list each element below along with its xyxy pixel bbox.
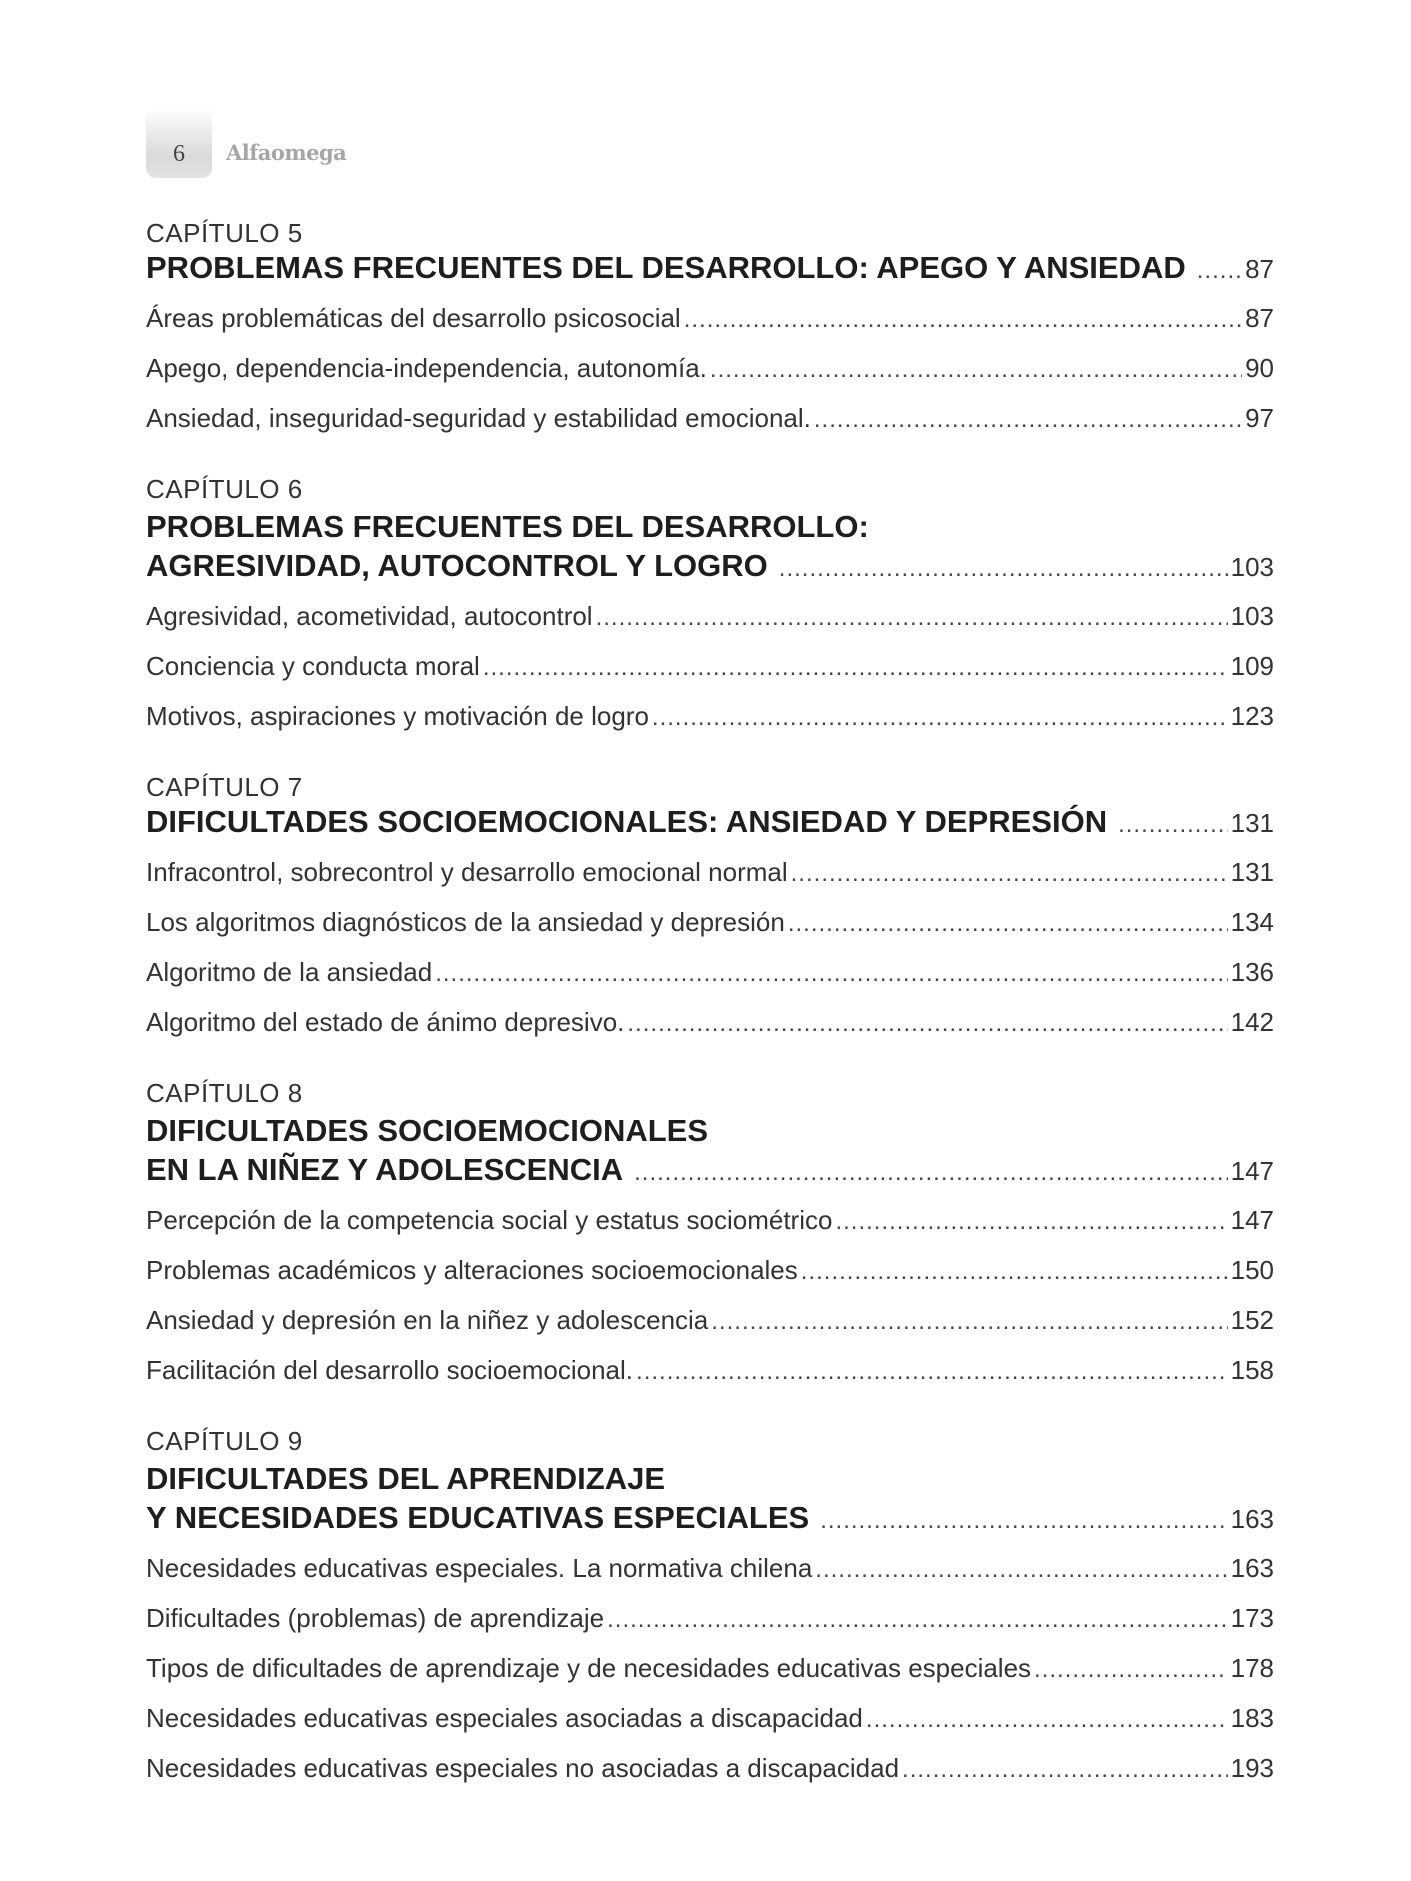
toc-entry-page-number: 136 bbox=[1230, 957, 1274, 987]
chapter-page-number: 87 bbox=[1245, 254, 1274, 284]
page-number-tab bbox=[146, 108, 212, 178]
toc-entry[interactable] bbox=[146, 1246, 1274, 1296]
section-list bbox=[146, 1196, 1274, 1396]
chapter-page-number: 131 bbox=[1230, 808, 1274, 838]
toc-entry-title: Algoritmo de la ansiedad bbox=[146, 957, 433, 987]
chapter-title-row[interactable] bbox=[146, 1152, 1274, 1188]
dot-leader bbox=[791, 849, 1228, 898]
toc-entry-title: Agresividad, acometividad, autocontrol bbox=[146, 601, 593, 631]
dot-leader bbox=[711, 1297, 1227, 1346]
dot-leader bbox=[634, 1159, 1228, 1187]
chapter-title-line: DIFICULTADES SOCIOEMOCIONALES bbox=[146, 1113, 709, 1148]
chapter-title-row[interactable] bbox=[146, 548, 1274, 584]
toc-entry[interactable] bbox=[146, 948, 1274, 998]
toc-entry[interactable] bbox=[146, 1196, 1274, 1246]
dot-leader bbox=[435, 949, 1227, 998]
toc-entry-title: Facilitación del desarrollo socioemocional. bbox=[146, 1355, 634, 1385]
toc-entry-title: Necesidades educativas especiales no asociadas a discapacidad bbox=[146, 1753, 900, 1783]
toc-entry-title: Necesidades educativas especiales. La normativa chilena bbox=[146, 1553, 813, 1583]
chapter-title-row[interactable] bbox=[146, 804, 1274, 840]
toc-entry-page-number: 193 bbox=[1230, 1753, 1274, 1783]
toc-entry-title: Motivos, aspiraciones y motivación de logro bbox=[146, 701, 649, 731]
toc-entry-title: Necesidades educativas especiales asociadas a discapacidad bbox=[146, 1703, 863, 1733]
toc-entry-title: Algoritmo del estado de ánimo depresivo. bbox=[146, 1007, 625, 1037]
toc-entry-page-number: 178 bbox=[1230, 1653, 1274, 1683]
chapter-block bbox=[146, 1076, 1274, 1396]
toc-entry[interactable] bbox=[146, 394, 1274, 444]
toc-entry-page-number: 90 bbox=[1245, 353, 1274, 383]
dot-leader bbox=[820, 1507, 1227, 1535]
toc-entry-page-number: 97 bbox=[1245, 403, 1274, 433]
dot-leader bbox=[814, 395, 1242, 444]
dot-leader bbox=[1034, 1645, 1228, 1694]
toc-entry-page-number: 134 bbox=[1230, 907, 1274, 937]
toc-entry[interactable] bbox=[146, 1694, 1274, 1744]
toc-entry[interactable] bbox=[146, 592, 1274, 642]
chapter-label: CAPÍTULO 7 bbox=[146, 772, 303, 802]
dot-leader bbox=[815, 1545, 1227, 1594]
section-list bbox=[146, 592, 1274, 742]
toc-entry-page-number: 87 bbox=[1245, 303, 1274, 333]
toc-entry-page-number: 183 bbox=[1230, 1703, 1274, 1733]
dot-leader bbox=[710, 345, 1242, 394]
toc-entry-title: Tipos de dificultades de aprendizaje y de necesidades educativas especiales bbox=[146, 1653, 1032, 1683]
toc-entry-page-number: 109 bbox=[1230, 651, 1274, 681]
dot-leader bbox=[1118, 811, 1228, 839]
chapter-title: AGRESIVIDAD, AUTOCONTROL Y LOGRO bbox=[146, 548, 768, 583]
dot-leader bbox=[779, 555, 1228, 583]
chapter-title: EN LA NIÑEZ Y ADOLESCENCIA bbox=[146, 1152, 624, 1187]
chapter-page-number: 103 bbox=[1230, 552, 1274, 582]
chapter-title-row[interactable] bbox=[146, 1500, 1274, 1536]
dot-leader bbox=[788, 899, 1228, 948]
toc-entry[interactable] bbox=[146, 1594, 1274, 1644]
table-of-contents bbox=[146, 216, 1274, 1822]
dot-leader bbox=[636, 1347, 1228, 1396]
chapter-title-row[interactable] bbox=[146, 250, 1274, 286]
chapter-title: Y NECESIDADES EDUCATIVAS ESPECIALES bbox=[146, 1500, 810, 1535]
toc-entry-page-number: 103 bbox=[1230, 601, 1274, 631]
dot-leader bbox=[835, 1197, 1227, 1246]
toc-entry-title: Infracontrol, sobrecontrol y desarrollo emocional normal bbox=[146, 857, 788, 887]
toc-entry-title: Ansiedad, inseguridad-seguridad y estabilidad emocional. bbox=[146, 403, 811, 433]
section-list bbox=[146, 848, 1274, 1048]
dot-leader bbox=[652, 693, 1228, 742]
toc-entry[interactable] bbox=[146, 1644, 1274, 1694]
chapter-title: DIFICULTADES SOCIOEMOCIONALES: ANSIEDAD Y DEPRESIÓN bbox=[146, 804, 1108, 839]
toc-entry-title: Apego, dependencia-independencia, autonomía. bbox=[146, 353, 707, 383]
section-list bbox=[146, 1544, 1274, 1794]
toc-entry-page-number: 152 bbox=[1230, 1305, 1274, 1335]
dot-leader bbox=[627, 999, 1227, 1048]
dot-leader bbox=[596, 593, 1228, 642]
toc-entry[interactable] bbox=[146, 344, 1274, 394]
toc-entry-page-number: 147 bbox=[1230, 1205, 1274, 1235]
toc-entry-title: Ansiedad y depresión en la niñez y adolescencia bbox=[146, 1305, 709, 1335]
toc-entry-page-number: 142 bbox=[1230, 1007, 1274, 1037]
toc-entry[interactable] bbox=[146, 692, 1274, 742]
section-list bbox=[146, 294, 1274, 444]
toc-entry[interactable] bbox=[146, 1346, 1274, 1396]
toc-entry-title: Dificultades (problemas) de aprendizaje bbox=[146, 1603, 605, 1633]
toc-entry[interactable] bbox=[146, 1744, 1274, 1794]
toc-entry[interactable] bbox=[146, 848, 1274, 898]
page-number: 6 bbox=[173, 141, 185, 167]
page-header bbox=[146, 108, 346, 178]
chapter-block bbox=[146, 1424, 1274, 1794]
chapter-page-number: 147 bbox=[1230, 1156, 1274, 1186]
toc-entry-page-number: 123 bbox=[1230, 701, 1274, 731]
chapter-block bbox=[146, 770, 1274, 1048]
dot-leader bbox=[1197, 257, 1242, 285]
dot-leader bbox=[902, 1745, 1228, 1794]
chapter-label: CAPÍTULO 6 bbox=[146, 474, 303, 504]
toc-entry[interactable] bbox=[146, 1544, 1274, 1594]
chapter-block bbox=[146, 216, 1274, 444]
toc-entry[interactable] bbox=[146, 998, 1274, 1048]
dot-leader bbox=[483, 643, 1228, 692]
chapter-title-line: PROBLEMAS FRECUENTES DEL DESARROLLO: bbox=[146, 509, 869, 544]
toc-entry-page-number: 173 bbox=[1230, 1603, 1274, 1633]
dot-leader bbox=[801, 1247, 1228, 1296]
toc-entry-title: Percepción de la competencia social y estatus sociométrico bbox=[146, 1205, 833, 1235]
toc-entry[interactable] bbox=[146, 294, 1274, 344]
dot-leader bbox=[607, 1595, 1227, 1644]
toc-entry[interactable] bbox=[146, 1296, 1274, 1346]
toc-entry-page-number: 131 bbox=[1230, 857, 1274, 887]
chapter-block bbox=[146, 472, 1274, 742]
chapter-title-line: DIFICULTADES DEL APRENDIZAJE bbox=[146, 1461, 665, 1496]
chapter-title: PROBLEMAS FRECUENTES DEL DESARROLLO: APEGO Y ANSIEDAD bbox=[146, 250, 1186, 285]
toc-entry-page-number: 163 bbox=[1230, 1553, 1274, 1583]
toc-entry-title: Conciencia y conducta moral bbox=[146, 651, 480, 681]
toc-entry[interactable] bbox=[146, 898, 1274, 948]
publisher-name: Alfaomega bbox=[226, 139, 347, 165]
dot-leader bbox=[684, 295, 1242, 344]
chapter-page-number: 163 bbox=[1230, 1504, 1274, 1534]
chapter-label: CAPÍTULO 5 bbox=[146, 218, 303, 248]
toc-entry-title: Áreas problemáticas del desarrollo psicosocial bbox=[146, 303, 681, 333]
toc-entry-title: Problemas académicos y alteraciones socioemocionales bbox=[146, 1255, 798, 1285]
toc-entry-page-number: 150 bbox=[1230, 1255, 1274, 1285]
chapter-label: CAPÍTULO 8 bbox=[146, 1078, 303, 1108]
dot-leader bbox=[866, 1695, 1228, 1744]
toc-entry[interactable] bbox=[146, 642, 1274, 692]
toc-entry-page-number: 158 bbox=[1230, 1355, 1274, 1385]
chapter-label: CAPÍTULO 9 bbox=[146, 1426, 303, 1456]
toc-entry-title: Los algoritmos diagnósticos de la ansiedad y depresión bbox=[146, 907, 785, 937]
